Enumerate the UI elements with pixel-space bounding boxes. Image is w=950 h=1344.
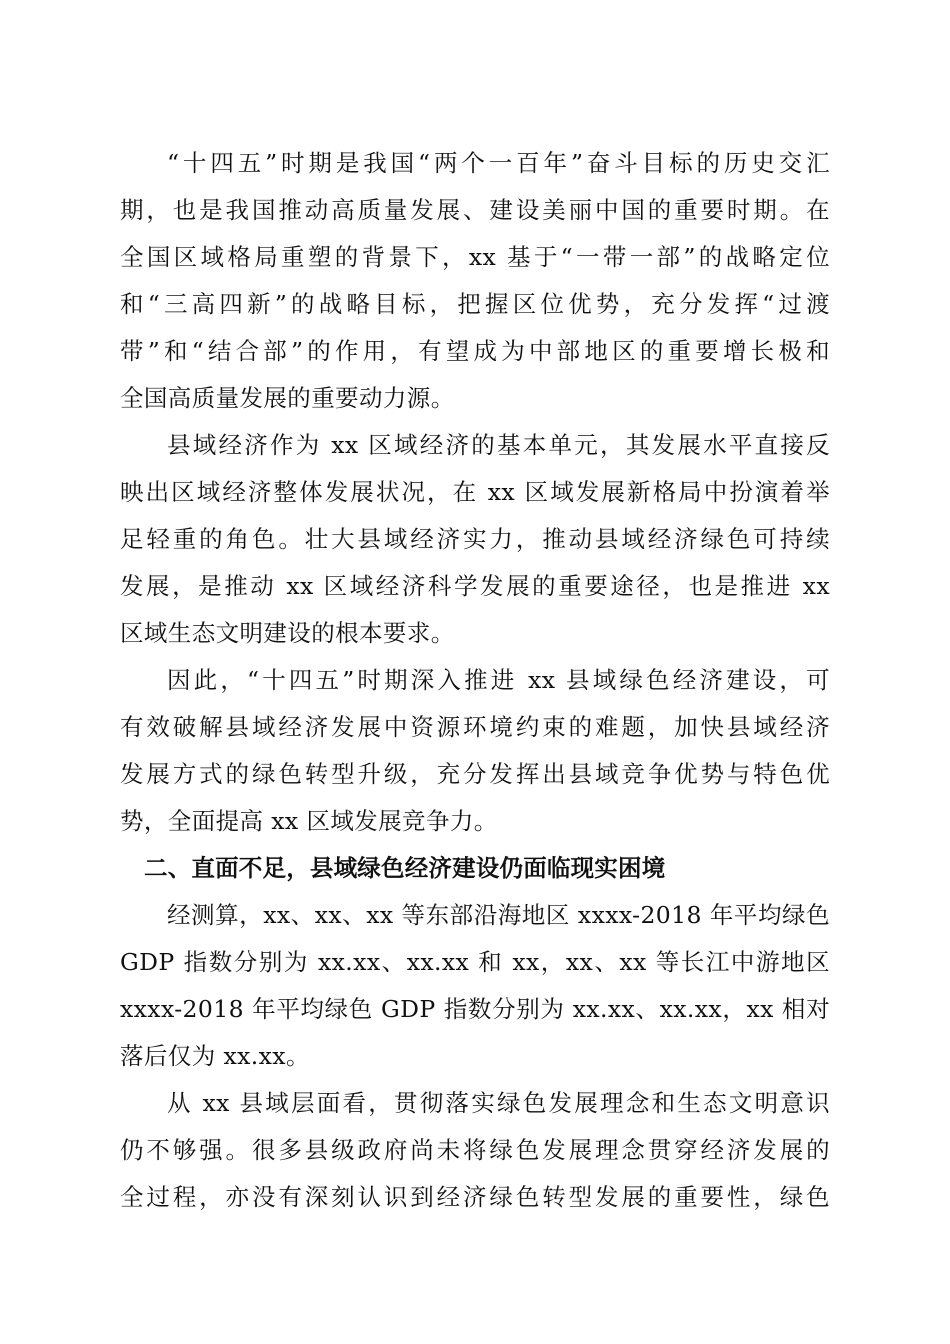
paragraph-line: 经测算，xx、xx、xx 等东部沿海地区 xxxx-2018 年平均绿色 [167,901,830,929]
paragraph-line: 区域生态文明建设的根本要求。 [120,619,455,647]
paragraph-line: 势，全面提高 xx 区域发展竞争力。 [120,807,498,835]
paragraph-5 [120,1080,830,1221]
paragraph-line: 落后仅为 xx.xx。 [120,1042,310,1070]
paragraph-2 [120,422,830,657]
paragraph-line: “十四五”时期是我国“两个一百年”奋斗目标的历史交汇 [167,149,830,177]
paragraph-line: 全过程，亦没有深刻认识到经济绿色转型发展的重要性，绿色 [120,1183,830,1211]
paragraph-4 [120,892,830,1080]
paragraph-3 [120,657,830,845]
paragraph-line: xxxx-2018 年平均绿色 GDP 指数分别为 xx.xx、xx.xx，xx 相对 [120,995,830,1023]
paragraph-line: 全国区域格局重塑的背景下，xx 基于“一带一部”的战略定位 [120,243,830,271]
paragraph-line: 发展方式的绿色转型升级，充分发挥出县域竞争优势与特色优 [120,760,830,788]
paragraph-line: GDP 指数分别为 xx.xx、xx.xx 和 xx，xx、xx 等长江中游地区 [120,948,830,976]
paragraph-line: 映出区域经济整体发展状况，在 xx 区域发展新格局中扮演着举 [120,478,830,506]
paragraph-line: 带”和“结合部”的作用，有望成为中部地区的重要增长极和 [120,337,830,365]
paragraph-line: 从 xx 县域层面看，贯彻落实绿色发展理念和生态文明意识 [167,1089,830,1117]
paragraph-line: 全国高质量发展的重要动力源。 [120,384,455,412]
paragraph-1 [120,140,830,422]
document-body [120,140,830,1221]
paragraph-line: 县域经济作为 xx 区域经济的基本单元，其发展水平直接反 [167,431,830,459]
paragraph-line: 期，也是我国推动高质量发展、建设美丽中国的重要时期。在 [120,196,830,224]
paragraph-line: 和“三高四新”的战略目标，把握区位优势，充分发挥“过渡 [120,290,830,318]
section-heading: 二、直面不足，县域绿色经济建设仍面临现实困境 [144,854,666,882]
paragraph-line: 因此，“十四五”时期深入推进 xx 县域绿色经济建设，可 [167,666,830,694]
paragraph-line: 足轻重的角色。壮大县域经济实力，推动县域经济绿色可持续 [120,525,830,553]
paragraph-line: 有效破解县域经济发展中资源环境约束的难题，加快县域经济 [120,713,830,741]
paragraph-line: 发展，是推动 xx 区域经济科学发展的重要途径，也是推进 xx [120,572,830,600]
paragraph-line: 仍不够强。很多县级政府尚未将绿色发展理念贯穿经济发展的 [120,1136,830,1164]
